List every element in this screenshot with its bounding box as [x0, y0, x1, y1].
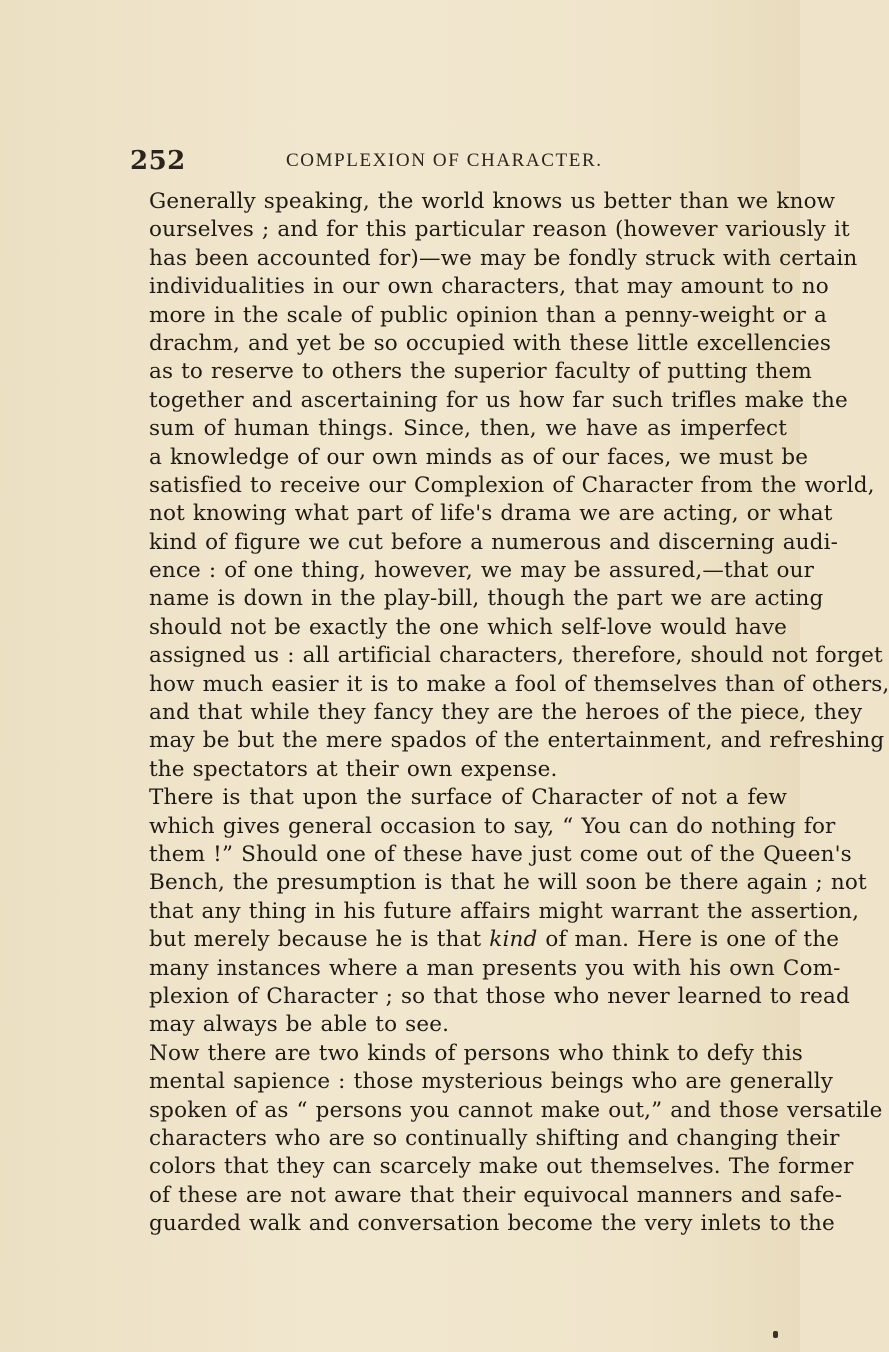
text-line: has been accounted for)—we may be fondly struck with certain: [149, 245, 858, 271]
text-line: ence : of one thing, however, we may be assured,—that our: [149, 558, 815, 584]
text-line: and that while they fancy they are the heroes of the piece, they: [149, 700, 863, 726]
emphasis-word: kind: [489, 927, 538, 953]
text-line: mental sapience : those mysterious beings who are generally: [149, 1069, 834, 1095]
text-line: the spectators at their own expense.: [149, 756, 558, 782]
text-line: that any thing in his future affairs might warrant the assertion,: [149, 898, 860, 924]
text-line: a knowledge of our own minds as of our faces, we must be: [149, 444, 809, 470]
page-number: 252: [130, 146, 186, 176]
text-line: Generally speaking, the world knows us better than we know: [149, 189, 836, 214]
ink-speck: [773, 1331, 778, 1338]
running-title: COMPLEXION OF CHARACTER.: [286, 150, 603, 171]
running-head: [130, 146, 790, 176]
text-line: drachm, and yet be so occupied with these little excellencies: [149, 330, 832, 356]
text-line: kind of figure we cut before a numerous and discerning audi-: [149, 529, 839, 555]
text-line: plexion of Character ; so that those who never learned to read: [149, 983, 850, 1009]
text-line: Bench, the presumption is that he will soon be there again ; not: [149, 870, 867, 896]
text-line: together and ascertaining for us how far such trifles make the: [149, 387, 848, 413]
text-line: should not be exactly the one which self-love would have: [149, 614, 787, 640]
text-line: more in the scale of public opinion than a penny-weight or a: [149, 302, 827, 328]
text-line: how much easier it is to make a fool of themselves than of others,: [149, 671, 889, 697]
text-line: There is that upon the surface of Character of not a few: [149, 785, 787, 811]
text-line: them !” Should one of these have just come out of the Queen's: [149, 841, 852, 867]
body-text: [149, 188, 889, 1238]
text-line: name is down in the play-bill, though the part we are acting: [149, 586, 824, 612]
text-line: assigned us : all artificial characters, therefore, should not forget: [149, 643, 883, 669]
text-line: sum of human things. Since, then, we have as imperfect: [149, 416, 787, 442]
text-line: colors that they can scarcely make out themselves. The former: [149, 1154, 854, 1180]
text-line: satisfied to receive our Complexion of Character from the world,: [149, 472, 875, 498]
text-line: Now there are two kinds of persons who think to defy this: [149, 1040, 803, 1066]
text-line: as to reserve to others the superior faculty of putting them: [149, 359, 812, 385]
text-line: spoken of as “ persons you cannot make out,” and those versatile: [149, 1097, 883, 1123]
text-line: ourselves ; and for this particular reason (however variously it: [149, 217, 850, 243]
text-line: characters who are so continually shifting and changing their: [149, 1125, 840, 1151]
text-line: may be but the mere spados of the entertainment, and refreshing: [149, 728, 885, 754]
text-line: many instances where a man presents you with his own Com-: [149, 955, 841, 981]
text-line: which gives general occasion to say, “ You can do nothing for: [149, 813, 836, 839]
text-line: but merely because he is that kind of man. Here is one of the: [149, 927, 840, 953]
text-line: not knowing what part of life's drama we are acting, or what: [149, 501, 833, 527]
text-line: may always be able to see.: [149, 1012, 450, 1038]
text-line: of these are not aware that their equivocal manners and safe-: [149, 1182, 843, 1208]
text-line: guarded walk and conversation become the very inlets to the: [149, 1211, 835, 1237]
text-line: individualities in our own characters, that may amount to no: [149, 274, 829, 300]
